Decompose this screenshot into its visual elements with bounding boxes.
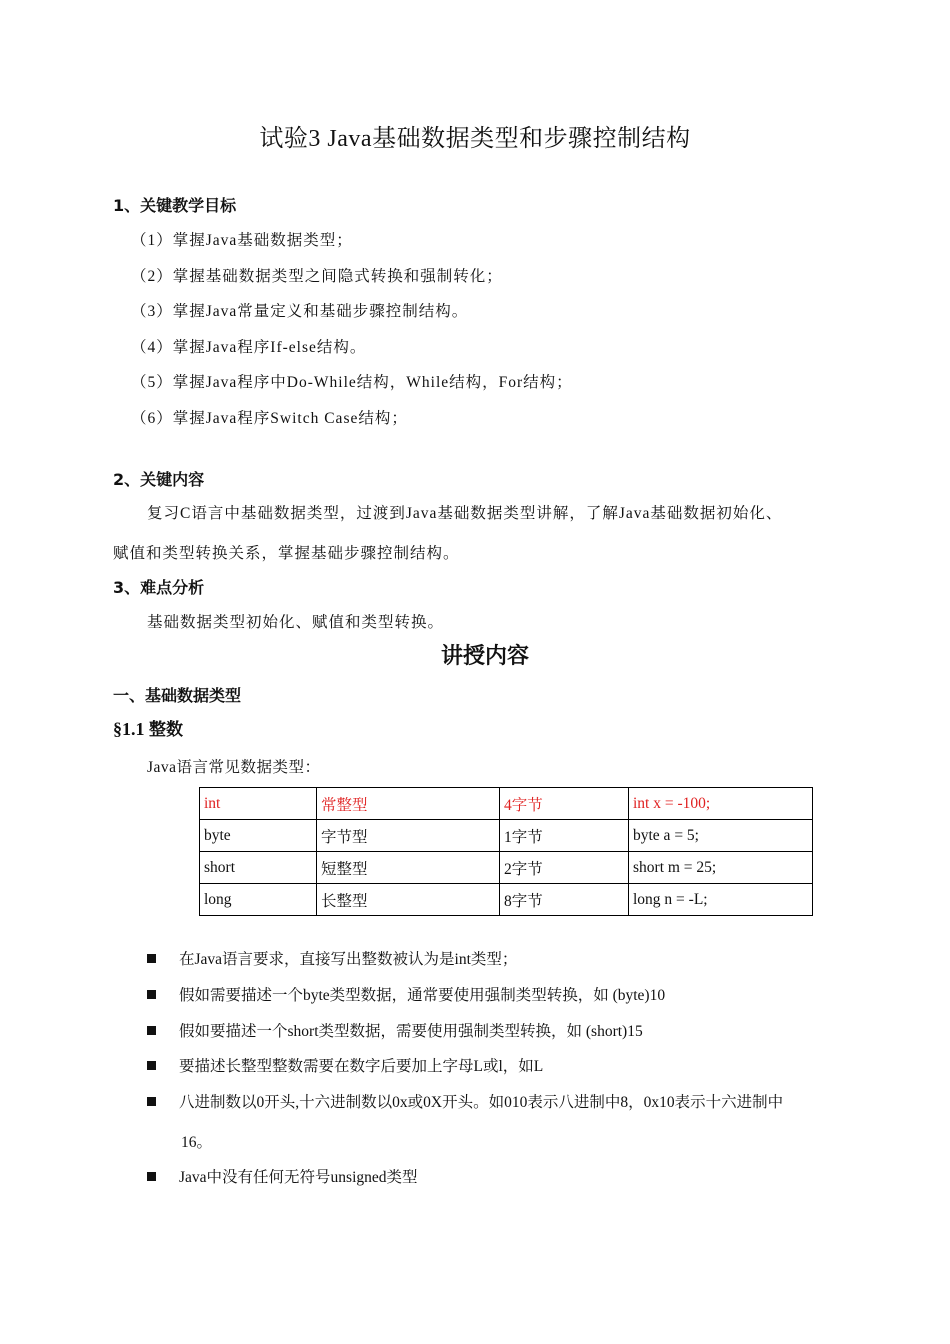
bullet-square-icon [147, 1172, 156, 1181]
table-cell: 1字节 [500, 820, 629, 852]
difficulty-paragraph: 基础数据类型初始化、赋值和类型转换。 [147, 614, 445, 631]
table-cell: 4字节 [500, 788, 629, 820]
table-cell: 2字节 [500, 852, 629, 884]
table-cell: 字节型 [317, 820, 500, 852]
table-row [200, 788, 813, 820]
bullet-square-icon [147, 1026, 156, 1035]
objective-item: （3）掌握Java常量定义和基础步骤控制结构。 [131, 303, 469, 320]
table-row [200, 884, 813, 916]
bullet-item [147, 1054, 543, 1076]
bullet-text: Java中没有任何无符号unsigned类型 [179, 1169, 418, 1186]
objective-item: （5）掌握Java程序中Do-While结构，While结构，For结构； [131, 374, 573, 391]
table-cell: short m = 25; [629, 852, 813, 884]
key-content-paragraph-line1: 复习C语言中基础数据类型，过渡到Java基础数据类型讲解，了解Java基础数据初始化、 [147, 505, 783, 522]
table-cell: int [200, 788, 317, 820]
bullet-square-icon [147, 1097, 156, 1106]
table-cell: long [200, 884, 317, 916]
bullet-item [147, 947, 517, 969]
table-cell: byte a = 5; [629, 820, 813, 852]
subsection-title: 整数 [149, 720, 183, 740]
bullet-square-icon [147, 990, 156, 999]
lecture-title: 讲授内容 [440, 644, 529, 669]
table-row [200, 852, 813, 884]
table-cell: long n = -L; [629, 884, 813, 916]
objective-item: （2）掌握基础数据类型之间隐式转换和强制转化； [131, 268, 503, 285]
table-cell: 短整型 [317, 852, 500, 884]
subsection-number: §1.1 [113, 719, 145, 739]
part-heading-basic-types: 一、基础数据类型 [113, 686, 242, 705]
integer-types-table [199, 787, 813, 916]
table-cell: 长整型 [317, 884, 500, 916]
bullet-text: 假如要描述一个short类型数据，需要使用强制类型转换，如 (short)15 [179, 1023, 643, 1040]
objective-item: （6）掌握Java程序Switch Case结构； [131, 410, 408, 427]
section-heading-difficulty: 3、难点分析 [113, 578, 205, 597]
section-heading-objectives: 1、关键教学目标 [113, 196, 237, 215]
key-content-paragraph-line2: 赋值和类型转换关系，掌握基础步骤控制结构。 [113, 545, 460, 562]
table-cell: 8字节 [500, 884, 629, 916]
table-cell: short [200, 852, 317, 884]
bullet-text: 在Java语言要求，直接写出整数被认为是int类型； [179, 951, 518, 968]
bullet-item [147, 1165, 418, 1187]
bullet-text: 八进制数以0开头,十六进制数以0x或0X开头。如010表示八进制中8，0x10表示十六进制中 [179, 1094, 784, 1111]
table-cell: int x = -100; [629, 788, 813, 820]
bullet-square-icon [147, 954, 156, 963]
bullet-item [147, 983, 665, 1005]
objective-item: （1）掌握Java基础数据类型； [131, 232, 353, 249]
types-intro: Java语言常见数据类型： [147, 759, 321, 776]
table-cell: 常整型 [317, 788, 500, 820]
document-title: 试验3 Java基础数据类型和步骤控制结构 [259, 126, 691, 152]
subsection-heading [113, 715, 183, 740]
bullet-item [147, 1090, 783, 1112]
bullet-text: 假如需要描述一个byte类型数据，通常要使用强制类型转换，如 (byte)10 [179, 987, 666, 1004]
table-cell: byte [200, 820, 317, 852]
objective-item: （4）掌握Java程序If-else结构。 [131, 339, 367, 356]
bullet-continuation: 16。 [181, 1134, 213, 1151]
bullet-square-icon [147, 1061, 156, 1070]
section-heading-key-content: 2、关键内容 [113, 470, 205, 489]
bullet-text: 要描述长整型整数需要在数字后要加上字母L或l，如L [179, 1058, 544, 1075]
table-row [200, 820, 813, 852]
bullet-item [147, 1019, 643, 1041]
